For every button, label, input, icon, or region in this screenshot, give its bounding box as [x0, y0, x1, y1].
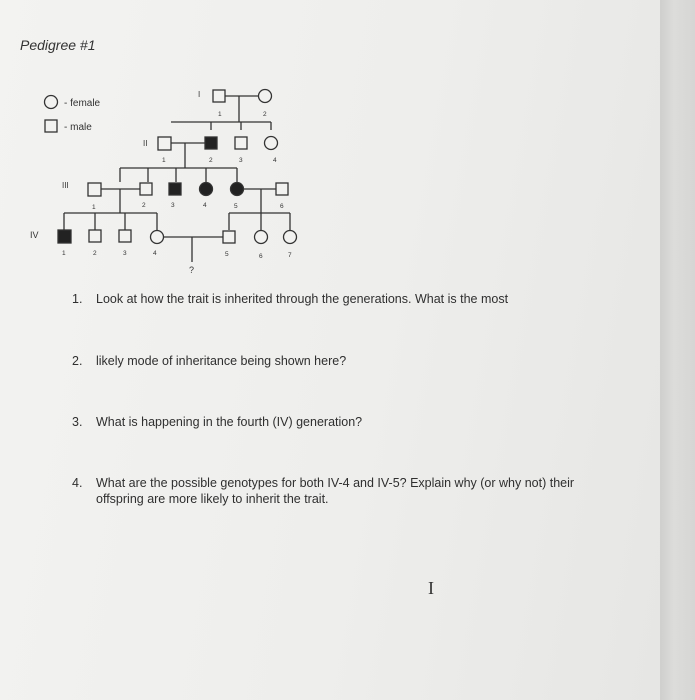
person-I-1: [213, 90, 225, 102]
number-III-5: 5: [234, 203, 238, 210]
question-number: 4.: [72, 476, 83, 490]
question-item: [72, 414, 592, 430]
person-II-3: [235, 137, 247, 149]
person-III-6: [276, 183, 288, 195]
person-IV-2: [89, 230, 101, 242]
number-IV-4: 4: [153, 250, 157, 257]
offspring-question-mark: ?: [189, 265, 195, 275]
question-number: 3.: [72, 415, 83, 429]
person-IV-1: [58, 230, 71, 243]
number-IV-3: 3: [123, 250, 127, 257]
person-IV-6: [255, 231, 268, 244]
number-III-2: 2: [142, 202, 146, 209]
number-III-1: 1: [92, 204, 96, 211]
number-II-1: 1: [162, 157, 166, 164]
page-title: Pedigree #1: [20, 37, 96, 53]
person-IV-5: [223, 231, 235, 243]
legend-female-symbol: [45, 96, 58, 109]
text-cursor-icon: I: [428, 578, 434, 598]
person-III-2: [140, 183, 152, 195]
person-II-1: [158, 137, 171, 150]
question-number: 1.: [72, 292, 83, 306]
question-item: [72, 291, 592, 307]
legend-male-label: - male: [64, 122, 92, 133]
question-text: What is happening in the fourth (IV) generation?: [96, 415, 363, 429]
person-III-1: [88, 183, 101, 196]
question-text: likely mode of inheritance being shown here?: [96, 354, 347, 368]
legend-female-label: - female: [64, 98, 101, 109]
question-text: Look at how the trait is inherited through the generations. What is the most: [96, 292, 509, 306]
generation-label-III: III: [62, 181, 69, 190]
person-IV-7: [284, 231, 297, 244]
person-II-4: [265, 137, 278, 150]
number-I-2: 2: [263, 111, 267, 118]
person-I-2: [259, 90, 272, 103]
person-II-2: [205, 137, 217, 149]
number-IV-6: 6: [259, 253, 263, 260]
number-III-6: 6: [280, 203, 284, 210]
question-number: 2.: [72, 354, 83, 368]
person-III-3: [169, 183, 181, 195]
number-I-1: 1: [218, 111, 222, 118]
generation-label-I: I: [198, 90, 201, 99]
person-III-5: [231, 183, 244, 196]
pedigree-chart: [0, 0, 695, 290]
number-III-4: 4: [203, 202, 207, 209]
number-II-3: 3: [239, 157, 243, 164]
question-item: [72, 353, 592, 369]
question-text: What are the possible genotypes for both IV-4 and IV-5? Explain why (or why not) their offspring are more likely to inherit the trait.: [96, 476, 575, 506]
number-II-2: 2: [209, 157, 213, 164]
number-II-4: 4: [273, 157, 277, 164]
number-IV-5: 5: [225, 251, 229, 258]
number-IV-1: 1: [62, 250, 66, 257]
number-IV-2: 2: [93, 250, 97, 257]
number-III-3: 3: [171, 202, 175, 209]
number-IV-7: 7: [288, 252, 292, 259]
person-III-4: [200, 183, 213, 196]
generation-label-IV: IV: [30, 230, 39, 240]
legend-male-symbol: [45, 120, 57, 132]
person-IV-4: [151, 231, 164, 244]
question-item: [72, 475, 592, 507]
generation-label-II: II: [143, 139, 148, 148]
person-IV-3: [119, 230, 131, 242]
